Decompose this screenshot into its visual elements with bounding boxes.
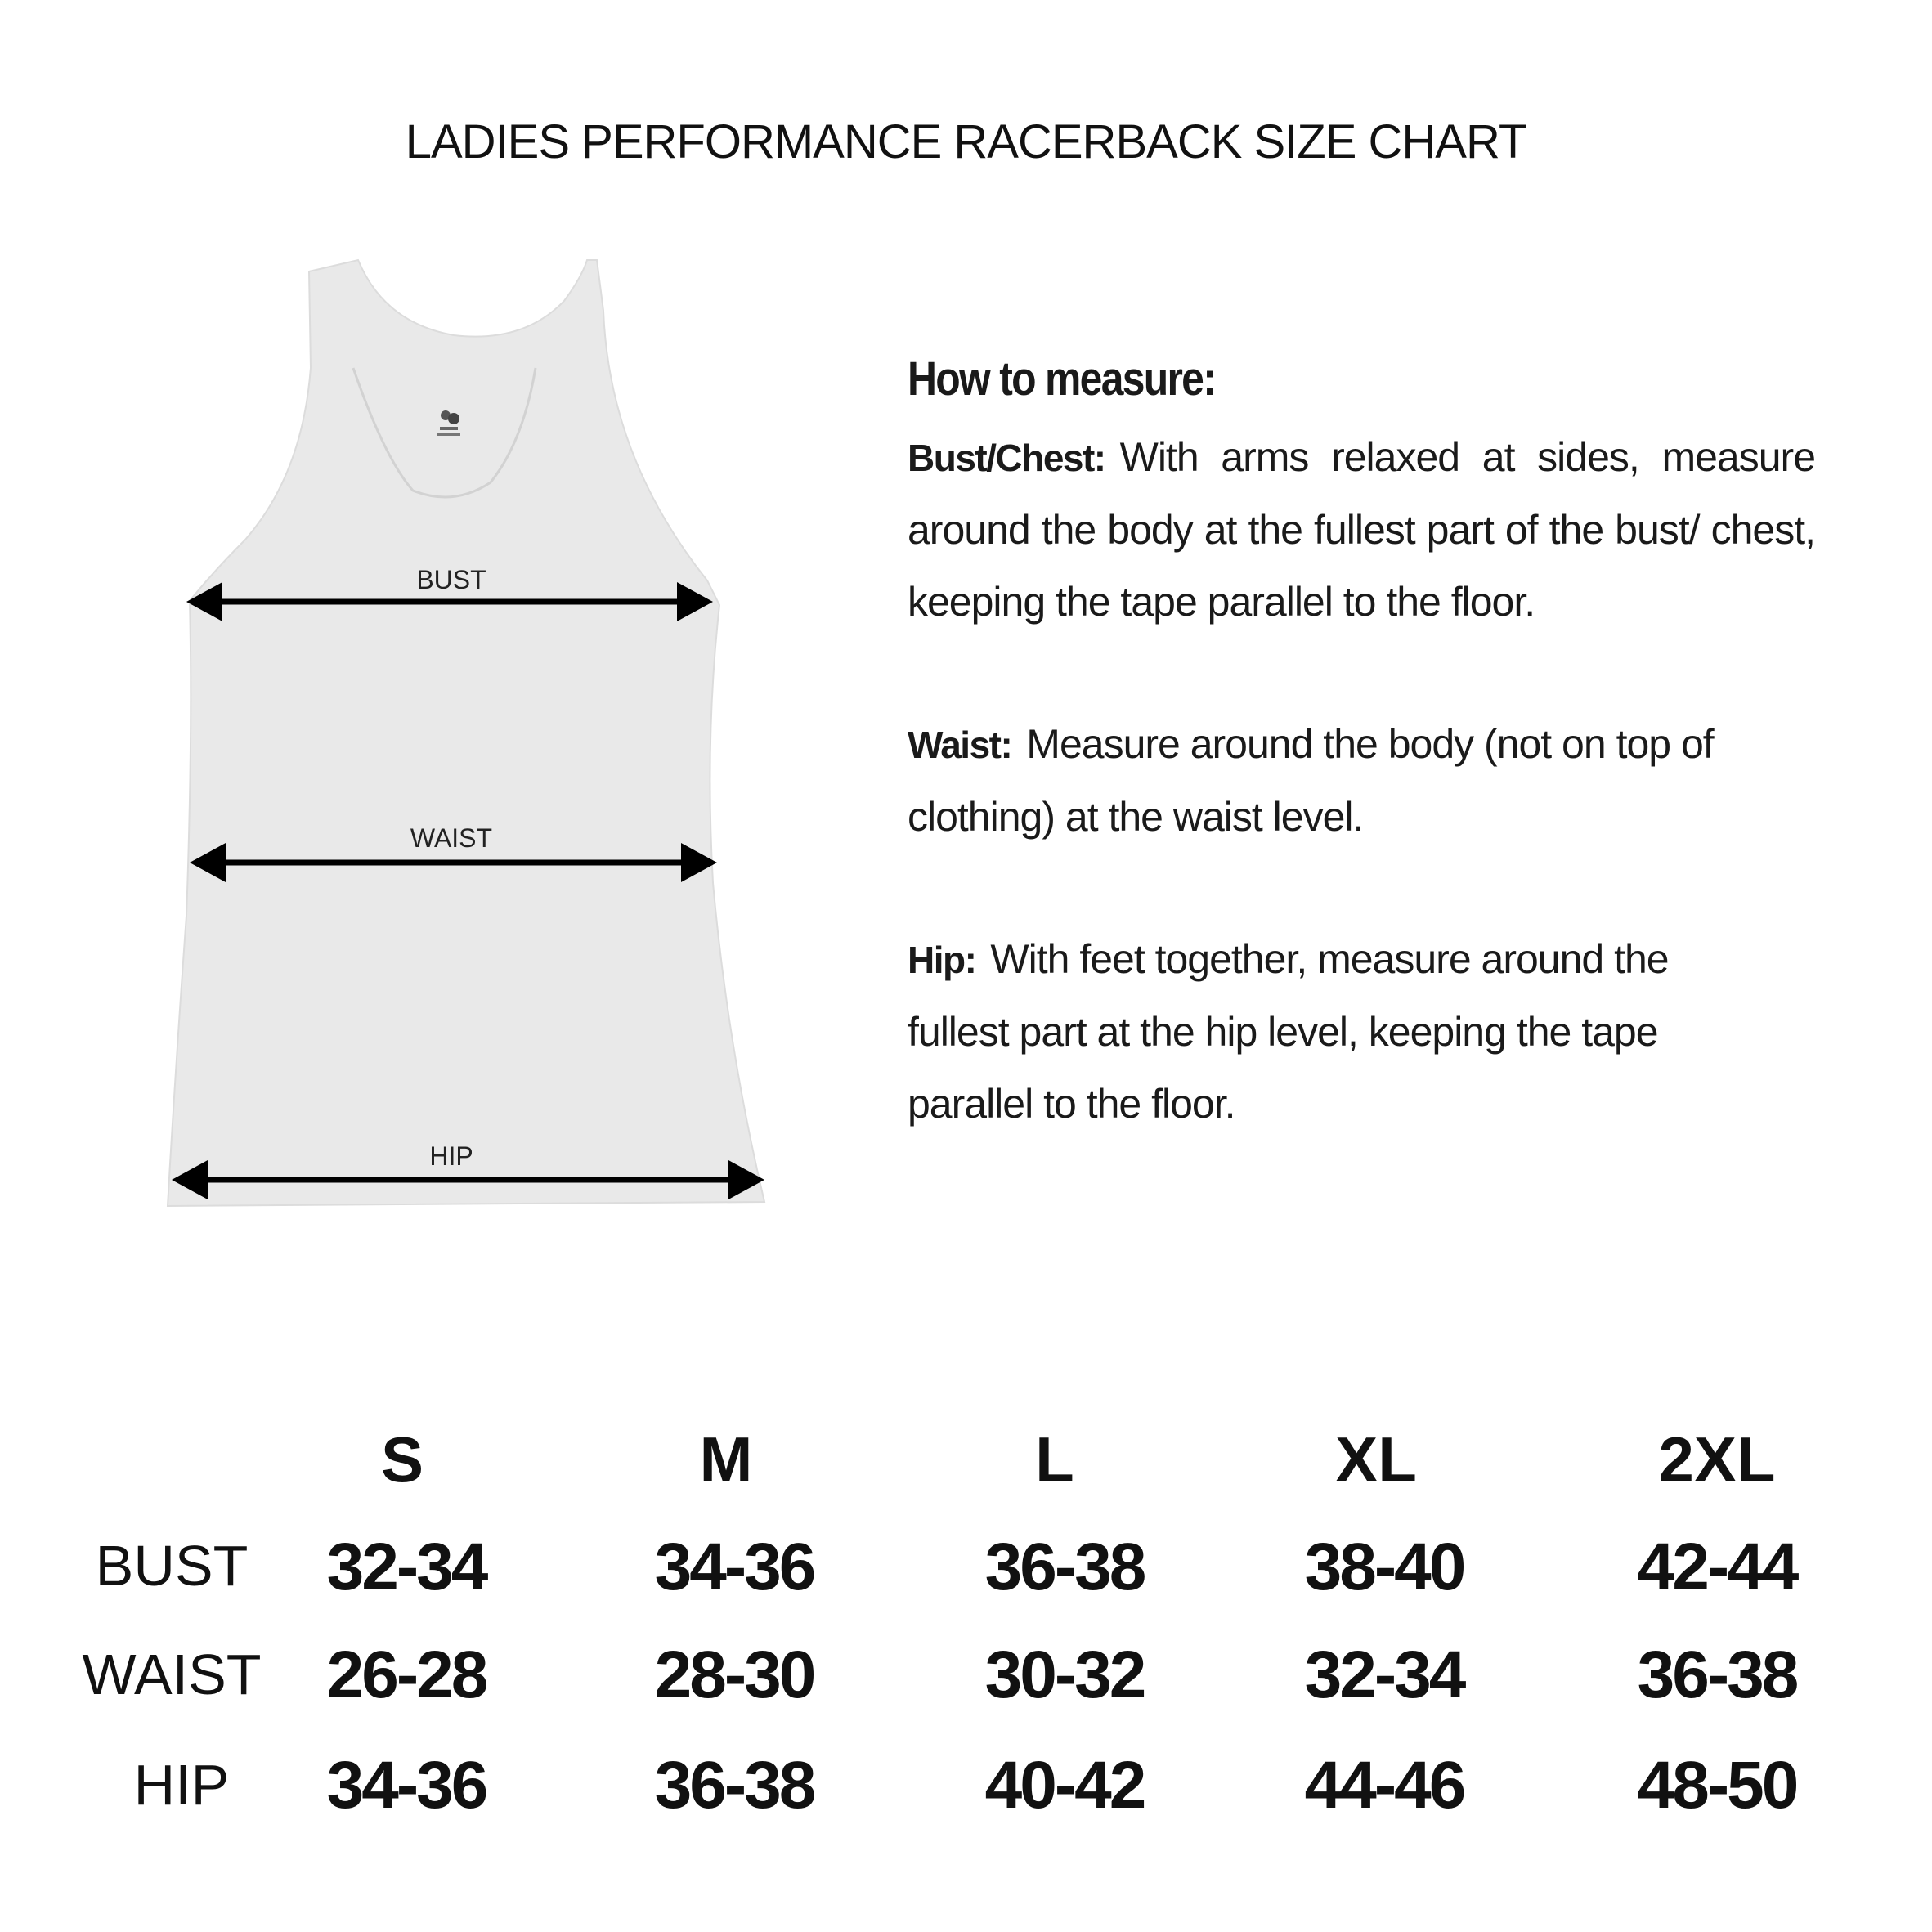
table-cell: 36-38 (1637, 1638, 1797, 1712)
table-cell: 48-50 (1637, 1748, 1797, 1822)
waist-diagram-label: WAIST (410, 823, 493, 853)
hip-instructions (908, 923, 1709, 1140)
how-to-measure-section (908, 352, 1815, 1210)
table-cell: 34-36 (654, 1530, 814, 1604)
waist-instructions-text: Measure around the body (not on top of clothing) at the waist level. (908, 721, 1714, 840)
size-header-xl: XL (1335, 1423, 1417, 1495)
size-header-s: S (380, 1423, 424, 1495)
page-title: LADIES PERFORMANCE RACERBACK SIZE CHART (405, 115, 1527, 168)
bust-diagram-label: BUST (416, 565, 486, 594)
hip-diagram-label: HIP (429, 1141, 473, 1171)
waist-instructions-label: Waist: (908, 724, 1012, 766)
table-cell: 36-38 (984, 1530, 1145, 1604)
table-cell: 40-42 (984, 1748, 1145, 1822)
size-header-l: L (1035, 1423, 1074, 1495)
table-cell: 44-46 (1304, 1748, 1464, 1822)
bust-instructions (908, 421, 1815, 638)
bust-instructions-text: With arms relaxed at sides, measure around the body at the fullest part of the bust/ chest, keeping the tape parallel to the floor. (908, 434, 1815, 625)
row-label-waist: WAIST (82, 1643, 262, 1706)
table-cell: 32-34 (1304, 1638, 1464, 1712)
table-cell: 42-44 (1637, 1530, 1797, 1604)
table-cell: 32-34 (326, 1530, 486, 1604)
table-cell: 30-32 (984, 1638, 1145, 1712)
hip-instructions-label: Hip: (908, 939, 976, 981)
tank-top-silhouette (168, 260, 764, 1206)
hip-instructions-text: With feet together, measure around the fullest part at the hip level, keeping the tape parallel to the floor. (908, 936, 1669, 1127)
how-to-heading: How to measure: (908, 352, 1216, 406)
table-cell: 28-30 (654, 1638, 814, 1712)
bust-instructions-label: Bust/Chest: (908, 437, 1105, 479)
table-cell: 36-38 (654, 1748, 814, 1822)
row-label-hip: HIP (133, 1753, 230, 1817)
table-cell: 34-36 (326, 1748, 486, 1822)
size-header-2xl: 2XL (1658, 1423, 1776, 1495)
table-cell: 38-40 (1304, 1530, 1464, 1604)
waist-instructions (908, 708, 1758, 853)
table-cell: 26-28 (326, 1638, 486, 1712)
size-header-m: M (699, 1423, 753, 1495)
row-label-bust: BUST (95, 1534, 249, 1598)
